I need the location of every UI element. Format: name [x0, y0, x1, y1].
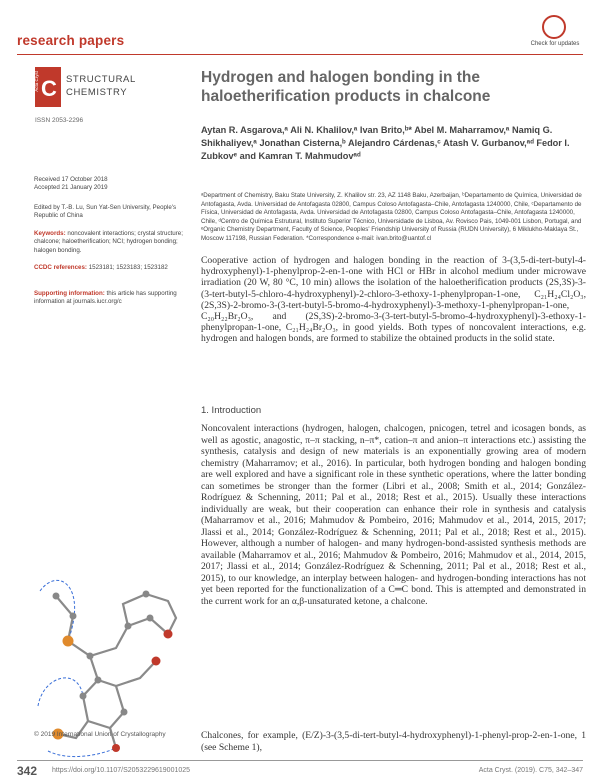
dates-block	[34, 176, 184, 193]
header-divider	[17, 54, 583, 55]
supporting-info-text: this article has supporting information at journals.iucr.org/c	[34, 290, 177, 306]
ccdc-text: 1523181; 1523183; 1523182	[88, 264, 168, 271]
affiliations: ᵃDepartment of Chemistry, Baku State University, Z. Khalilov str. 23, AZ 1148 Baku, Azerbaijan, ᵇDepartamento de Química, Universidad de Antofagasta, Avda. Universidad de Antofagasta 02800, Campus Coloso Antofagasta–Chile, Antofagasta 1240000, Chile, ᶜDepartamento de Física, Universidad de Antofagasta, Avda. Universidad de Antofagasta 02800, Campus Coloso Antofagasta–Chile, Antofagasta 1240000, Chile, ᵈCentro de Química Estrutural, Instituto Superior Técnico, Universidade de Lisboa, Av. Rovisco Pais, 1049-001 Lisbon, Portugal, and ᵉOrganic Chemistry Department, Faculty of Science, Peoples' Friendship University of Russia (RUDN University), 6 Miklukho-Maklaya St., Moscow 117198, Russian Federation. *Correspondence e-mail: ivan.brito@uantof.cl	[201, 192, 582, 242]
journal-logo	[35, 67, 61, 107]
footer-divider	[17, 760, 583, 761]
page-number: 342	[17, 764, 38, 778]
section-heading: 1. Introduction	[201, 405, 262, 416]
author-list: Aytan R. Asgarova,ᵃ Ali N. Khalilov,ᵃ Ivan Brito,ᵇ* Abel M. Maharramov,ᵃ Namiq G. Shikhaliyev,ᵃ Jonathan Cisterna,ᵇ Alejandro Cárdenas,ᶜ Atash V. Gurbanov,ᵃᵈ Fedor I. Zubkovᵉ and Kamran T. Mahmudovᵃᵈ	[201, 125, 570, 161]
logo-side-text: Acta Cryst	[34, 71, 39, 92]
keywords-label: Keywords:	[34, 230, 66, 237]
accepted-date: Accepted 21 January 2019	[34, 184, 108, 192]
molecule-figure	[28, 556, 198, 771]
journal-name-line2: CHEMISTRY	[66, 87, 128, 98]
check-for-updates-badge[interactable]	[528, 15, 582, 55]
supporting-info-label: Supporting information:	[34, 290, 105, 297]
supporting-info-block	[34, 290, 184, 307]
ccdc-block	[34, 264, 184, 272]
journal-name-line1: STRUCTURAL	[66, 74, 136, 85]
intro-paragraph-1: Noncovalent interactions (hydrogen, halogen, chalcogen, pnicogen, tetrel and icosagen bonds, as well as agostic, anagostic, π–π stacking, n–π*, cation–π and anion–π interactions etc.) assisting the synthesis, catalysis and design of new materials is an exponentially growing area of modern chemistry (Maharramov; et al., 2016). In particular, both hydrogen bonding and halogen bonding are well explored and have a significant role in these synthetic operations, where the latter bonding can sometimes be stronger than the former (Libri et al., 2008; Smith et al., 2014; González-Rodríguez & Schenning, 2011; Pal et al., 2018; Rest et al., 2015). Usually these interactions individually are weak, but their cooperation can enhance their role in synthesis and catalysis (Maharramov et al., 2016; Mahmudov & Pombeiro, 2016; Mahmudov et al., 2014, 2015, 2017; Jlassi et al., 2014; González-Rodríguez & Schenning, 2011; Pal et al., 2018; Rest et al., 2015). However, although a number of halogen- and many hydrogen-bond-assisted synthesis methods are available (Maharramov et al., 2016; Mahmudov & Pombeiro, 2016; Mahmudov et al., 2014, 2015, 2017; Jlassi et al., 2014; González-Rodríguez & Schenning, 2011; Pal et al., 2018; Rest et al., 2015), to our knowledge, an interplay between halogen- and hydrogen-bonding interactions has not yet been reported for the functionalization of a C═C bond. This is attempted and demonstrated in the current work for an α,β-unsaturated ketone, a chalcone.	[201, 423, 586, 607]
intro-paragraph-2: Chalcones, for example, (E/Z)-3-(3,5-di-tert-butyl-4-hydroxyphenyl)-1-phenyl-prop-2-en-1-one, 1 (see Scheme 1),	[201, 730, 586, 753]
keywords-text: noncovalent interactions; crystal structure; chalcone; haloetherification; NCI; hydrogen bonding; halogen bonding.	[34, 230, 183, 254]
doi-link[interactable]: https://doi.org/10.1107/S2053229619001025	[52, 767, 191, 774]
logo-letter: C	[41, 76, 57, 101]
editor-note: Edited by T.-B. Lu, Sun Yat-Sen University, People's Republic of China	[34, 204, 177, 220]
journal-citation: Acta Cryst. (2019). C75, 342–347	[478, 767, 583, 774]
article-title: Hydrogen and halogen bonding in the haloetherification products in chalcone	[201, 69, 491, 105]
journal-name	[66, 73, 136, 99]
copyright: © 2019 International Union of Crystallography	[34, 731, 166, 738]
check-updates-label: Check for updates	[530, 41, 580, 47]
abstract: Cooperative action of hydrogen and halogen bonding in the reaction of 3-(3,5-di-tert-butyl-4-hydroxyphenyl)-1-phenylprop-2-en-1-one with HCl or HBr in alcohol medium under microwave irradiation (20 W, 80 °C, 10 min) allows the isolation of the haloetherification products (2S,3S)-3-(3-tert-butyl-5-chloro-4-hydroxyphenyl)-2-chloro-3-ethoxy-1-phenylpropan-1-one, C₂₁H₂₄Cl₂O₃, (2S,3S)-2-bromo-3-(3-tert-butyl-5-bromo-4-hydroxyphenyl)-3-methoxy-1-phenylpropan-1-one, C₂₀H₂₂Br₂O₃, and (2S,3S)-2-bromo-3-(3-tert-butyl-5-bromo-4-hydroxyphenyl)-3-ethoxy-1-phenylpropan-1-one, C₂₁H₂₄Br₂O₃, in good yields. Both types of noncovalent interactions, e.g. hydrogen and halogen bonds, are formed to stabilize the obtained products in the solid state.	[201, 255, 586, 345]
keywords-block	[34, 230, 184, 255]
check-updates-icon	[542, 15, 566, 39]
issn: ISSN 2053-2296	[35, 117, 84, 124]
section-header: research papers	[17, 33, 125, 48]
received-date: Received 17 October 2018	[34, 176, 108, 183]
ccdc-label: CCDC references:	[34, 264, 87, 271]
